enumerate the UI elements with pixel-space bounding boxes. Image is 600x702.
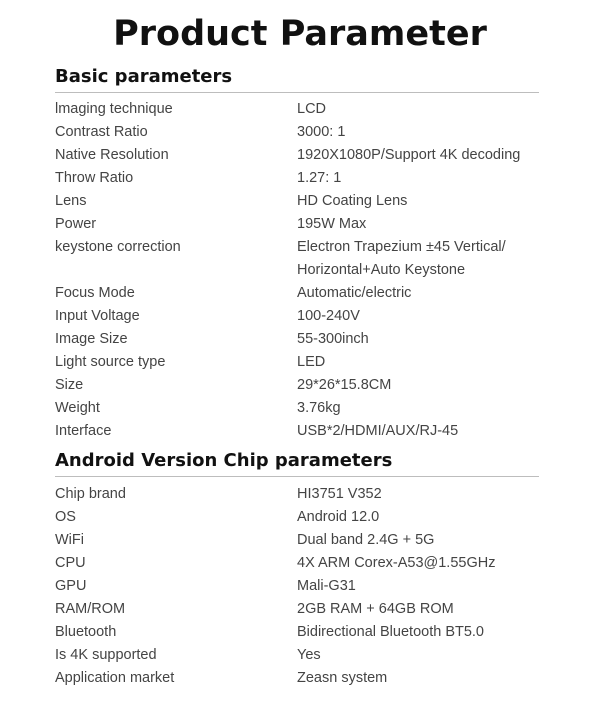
param-name: GPU: [55, 578, 87, 594]
param-value: HI3751 V352: [297, 486, 382, 502]
param-name: Focus Mode: [55, 285, 135, 301]
param-name: Contrast Ratio: [55, 124, 148, 140]
param-value: USB*2/HDMI/AUX/RJ-45: [297, 423, 459, 439]
page-title: Product Parameter: [113, 14, 487, 54]
table-row: [55, 305, 539, 328]
table-row: [55, 667, 539, 690]
param-name: Native Resolution: [55, 147, 169, 163]
param-name: Size: [55, 377, 84, 393]
param-name: Bluetooth: [55, 624, 117, 640]
param-value: Automatic/electric: [297, 285, 412, 301]
param-value: 3000: 1: [297, 124, 346, 140]
param-value: Zeasn system: [297, 670, 388, 686]
table-row: [55, 420, 539, 443]
table-row: [55, 328, 539, 351]
param-name: RAM/ROM: [55, 601, 126, 617]
table-row: [55, 552, 539, 575]
param-value: 1.27: 1: [297, 170, 342, 186]
table-row: [55, 598, 539, 621]
param-value: HD Coating Lens: [297, 193, 408, 209]
param-name: OS: [55, 509, 76, 525]
table-row: [55, 483, 539, 506]
param-value: Android 12.0: [297, 509, 380, 525]
table-row: [55, 282, 539, 305]
param-name: WiFi: [55, 532, 84, 548]
param-name: Weight: [55, 400, 100, 416]
param-value: Mali-G31: [297, 578, 356, 594]
table-row: [55, 236, 539, 282]
param-value: 195W Max: [297, 216, 367, 232]
table-row: [55, 351, 539, 374]
param-name: keystone correction: [55, 239, 181, 255]
table-row: [55, 374, 539, 397]
basic-parameters-heading: Basic parameters: [55, 66, 233, 87]
table-row: [55, 190, 539, 213]
table-row: [55, 529, 539, 552]
param-name: Chip brand: [55, 486, 126, 502]
table-row: [55, 213, 539, 236]
param-name: Is 4K supported: [55, 647, 157, 663]
table-row: [55, 167, 539, 190]
table-row: [55, 644, 539, 667]
param-value: LED: [297, 354, 326, 370]
android-parameters-divider: [55, 476, 539, 477]
param-name: CPU: [55, 555, 86, 571]
param-value: 1920X1080P/Support 4K decoding: [297, 147, 521, 163]
param-value: 55-300inch: [297, 331, 369, 347]
table-row: [55, 98, 539, 121]
param-name: lmaging technique: [55, 101, 173, 117]
param-name: Throw Ratio: [55, 170, 134, 186]
param-value: 2GB RAM + 64GB ROM: [297, 601, 454, 617]
param-value: Bidirectional Bluetooth BT5.0: [297, 624, 484, 640]
param-value: 4X ARM Corex-A53@1.55GHz: [297, 555, 496, 571]
table-row: [55, 397, 539, 420]
basic-parameters-divider: [55, 92, 539, 93]
param-value: Electron Trapezium ±45 Vertical/ Horizontal+Auto Keystone: [297, 239, 506, 278]
param-name: Input Voltage: [55, 308, 140, 324]
param-name: Light source type: [55, 354, 166, 370]
android-parameters-table: [55, 483, 539, 690]
table-row: [55, 121, 539, 144]
param-name: Interface: [55, 423, 112, 439]
param-name: Lens: [55, 193, 87, 209]
param-value: Yes: [297, 647, 321, 663]
param-value: Dual band 2.4G + 5G: [297, 532, 435, 548]
table-row: [55, 144, 539, 167]
param-value: 100-240V: [297, 308, 360, 324]
param-value: 29*26*15.8CM: [297, 377, 392, 393]
basic-parameters-table: [55, 98, 539, 443]
table-row: [55, 506, 539, 529]
param-name: Power: [55, 216, 97, 232]
param-name: Image Size: [55, 331, 128, 347]
table-row: [55, 575, 539, 598]
param-name: Application market: [55, 670, 175, 686]
table-row: [55, 621, 539, 644]
param-value: 3.76kg: [297, 400, 341, 416]
param-value: LCD: [297, 101, 327, 117]
android-parameters-heading: Android Version Chip parameters: [55, 450, 393, 471]
